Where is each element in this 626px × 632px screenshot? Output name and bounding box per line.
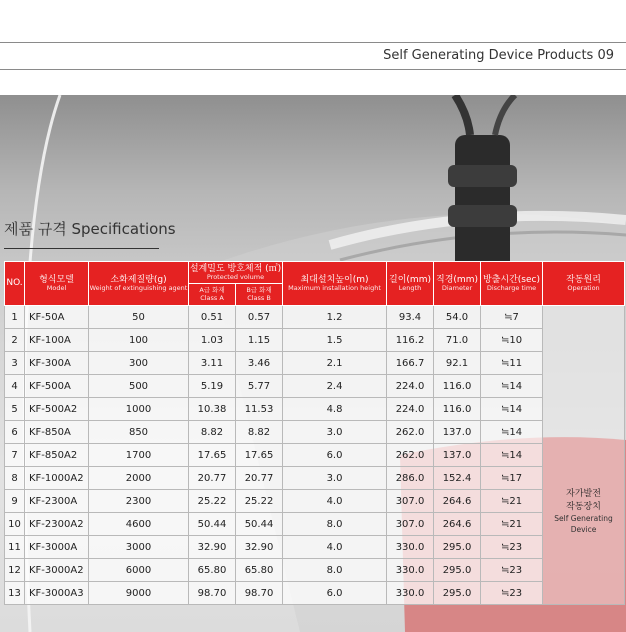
cell-diameter: 92.1 [434,352,481,375]
cell-no: 4 [5,375,25,398]
col-header-length: 길이(mm) Length [387,262,434,306]
cell-length: 330.0 [387,582,434,605]
cell-class-b: 17.65 [236,444,283,467]
cell-class-a: 10.38 [189,398,236,421]
cell-diameter: 137.0 [434,421,481,444]
cell-model: KF-850A [25,421,89,444]
cell-diameter: 71.0 [434,329,481,352]
cell-diameter: 264.6 [434,513,481,536]
cell-no: 13 [5,582,25,605]
cell-length: 330.0 [387,536,434,559]
cell-no: 3 [5,352,25,375]
cell-no: 2 [5,329,25,352]
cell-height: 4.0 [283,536,387,559]
cell-length: 330.0 [387,559,434,582]
table-row [5,444,625,467]
cell-height: 1.5 [283,329,387,352]
cell-class-b: 11.53 [236,398,283,421]
table-row [5,421,625,444]
cell-weight: 300 [89,352,189,375]
cell-class-b: 98.70 [236,582,283,605]
cell-weight: 3000 [89,536,189,559]
specifications-table [4,261,625,605]
cell-class-b: 65.80 [236,559,283,582]
cell-class-b: 3.46 [236,352,283,375]
col-header-operation: 작동원리 Operation [543,262,625,306]
cell-model: KF-300A [25,352,89,375]
col-header-discharge: 방출시간(sec) Discharge time [481,262,543,306]
cell-no: 7 [5,444,25,467]
specifications-title: 제품 규격 Specifications [4,220,176,238]
cell-length: 166.7 [387,352,434,375]
cell-height: 2.4 [283,375,387,398]
cell-model: KF-50A [25,306,89,329]
cell-class-a: 50.44 [189,513,236,536]
table-body [5,306,625,605]
cell-class-a: 5.19 [189,375,236,398]
cell-class-a: 65.80 [189,559,236,582]
cell-no: 12 [5,559,25,582]
cell-class-a: 0.51 [189,306,236,329]
table-row [5,329,625,352]
cell-height: 8.0 [283,513,387,536]
table-row [5,559,625,582]
cell-class-b: 20.77 [236,467,283,490]
cell-model: KF-2300A [25,490,89,513]
cell-height: 6.0 [283,582,387,605]
cell-class-b: 25.22 [236,490,283,513]
cell-diameter: 152.4 [434,467,481,490]
cell-height: 4.0 [283,490,387,513]
cell-discharge-time: ≒11 [481,352,543,375]
col-header-model: 형식모델 Model [25,262,89,306]
cell-model: KF-850A2 [25,444,89,467]
cell-diameter: 295.0 [434,582,481,605]
cell-discharge-time: ≒23 [481,559,543,582]
cell-no: 1 [5,306,25,329]
col-header-class-a: A급 화재 Class A [189,284,236,306]
cell-length: 93.4 [387,306,434,329]
cell-discharge-time: ≒14 [481,398,543,421]
cell-discharge-time: ≒10 [481,329,543,352]
col-header-height: 최대설치높이(m) Maximum installation height [283,262,387,306]
cell-class-b: 5.77 [236,375,283,398]
cell-class-a: 8.82 [189,421,236,444]
cell-diameter: 54.0 [434,306,481,329]
cell-diameter: 295.0 [434,559,481,582]
cell-discharge-time: ≒17 [481,467,543,490]
cell-class-b: 8.82 [236,421,283,444]
cell-diameter: 295.0 [434,536,481,559]
cell-model: KF-3000A2 [25,559,89,582]
cell-class-a: 32.90 [189,536,236,559]
cell-weight: 2300 [89,490,189,513]
cell-no: 6 [5,421,25,444]
table-row [5,467,625,490]
table-row [5,490,625,513]
cell-no: 11 [5,536,25,559]
cell-weight: 1000 [89,398,189,421]
table-row [5,398,625,421]
cell-discharge-time: ≒23 [481,536,543,559]
cell-weight: 9000 [89,582,189,605]
cell-no: 5 [5,398,25,421]
cell-weight: 50 [89,306,189,329]
cell-length: 307.0 [387,513,434,536]
page-header: Self Generating Device Products 09 [383,48,614,63]
cell-class-a: 1.03 [189,329,236,352]
col-header-no: NO. [5,262,25,306]
table-row [5,582,625,605]
cell-diameter: 116.0 [434,398,481,421]
header-rule-top [0,42,626,43]
cell-discharge-time: ≒23 [481,582,543,605]
cell-weight: 4600 [89,513,189,536]
operation-en-line2: Device [570,525,597,534]
cell-length: 307.0 [387,490,434,513]
table-row [5,536,625,559]
cell-height: 2.1 [283,352,387,375]
cell-model: KF-3000A3 [25,582,89,605]
col-header-weight: 소화제질량(g) Weight of extinguishing agent [89,262,189,306]
cell-operation [543,306,625,605]
cell-class-a: 3.11 [189,352,236,375]
cell-class-a: 17.65 [189,444,236,467]
operation-ko-line2: 작동장치 [566,502,601,512]
cell-discharge-time: ≒14 [481,444,543,467]
cell-length: 224.0 [387,398,434,421]
cell-weight: 100 [89,329,189,352]
cell-discharge-time: ≒7 [481,306,543,329]
cell-class-b: 0.57 [236,306,283,329]
table-row [5,352,625,375]
col-header-volume: 설계밀도 방호체적 (㎥) Protected volume [189,262,283,284]
cell-model: KF-2300A2 [25,513,89,536]
cell-weight: 6000 [89,559,189,582]
cell-length: 224.0 [387,375,434,398]
col-header-diameter: 직경(mm) Diameter [434,262,481,306]
cell-discharge-time: ≒21 [481,490,543,513]
cell-model: KF-500A [25,375,89,398]
cell-weight: 500 [89,375,189,398]
cell-height: 8.0 [283,559,387,582]
header-rule-bottom [0,69,626,70]
cell-weight: 2000 [89,467,189,490]
cell-model: KF-3000A [25,536,89,559]
table-row [5,513,625,536]
title-underline [4,248,159,249]
cell-diameter: 137.0 [434,444,481,467]
operation-ko-line1: 자가발전 [566,489,601,499]
cell-height: 3.0 [283,467,387,490]
cell-class-a: 20.77 [189,467,236,490]
cell-height: 1.2 [283,306,387,329]
cell-no: 9 [5,490,25,513]
cell-weight: 1700 [89,444,189,467]
table-row [5,306,625,329]
cell-discharge-time: ≒14 [481,421,543,444]
cell-class-b: 32.90 [236,536,283,559]
cell-class-b: 50.44 [236,513,283,536]
cell-class-a: 25.22 [189,490,236,513]
cell-height: 6.0 [283,444,387,467]
cell-diameter: 264.6 [434,490,481,513]
cell-length: 116.2 [387,329,434,352]
cell-class-b: 1.15 [236,329,283,352]
cell-length: 262.0 [387,444,434,467]
cell-length: 286.0 [387,467,434,490]
col-header-class-b: B급 화재 Class B [236,284,283,306]
table-row [5,375,625,398]
cell-no: 8 [5,467,25,490]
cell-model: KF-500A2 [25,398,89,421]
operation-en-line1: Self Generating [554,514,613,523]
cell-height: 3.0 [283,421,387,444]
cell-class-a: 98.70 [189,582,236,605]
cell-weight: 850 [89,421,189,444]
cell-length: 262.0 [387,421,434,444]
cell-model: KF-1000A2 [25,467,89,490]
cell-height: 4.8 [283,398,387,421]
cell-model: KF-100A [25,329,89,352]
cell-discharge-time: ≒14 [481,375,543,398]
cell-discharge-time: ≒21 [481,513,543,536]
cell-diameter: 116.0 [434,375,481,398]
cell-no: 10 [5,513,25,536]
